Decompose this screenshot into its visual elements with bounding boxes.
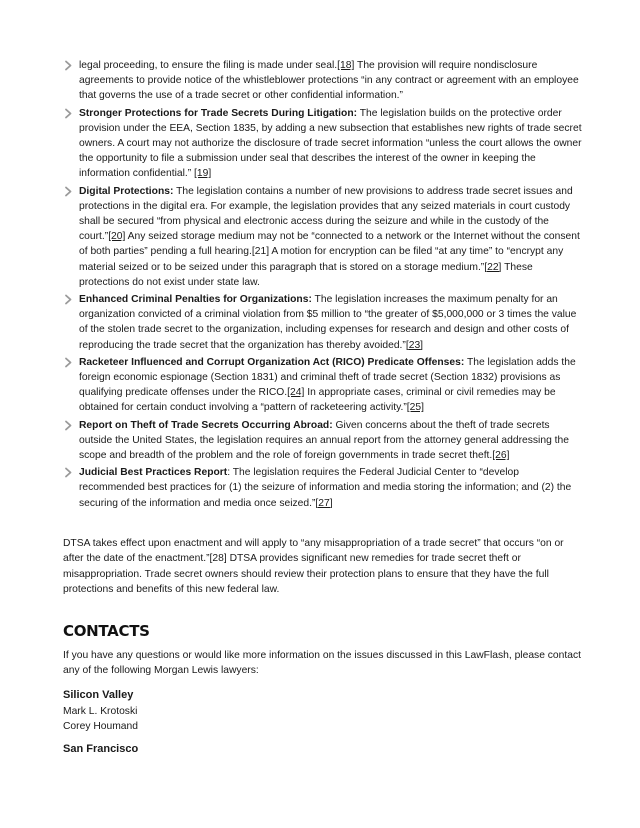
footnote-link[interactable]: [19] [194,168,212,180]
chevron-right-icon [63,357,74,368]
chevron-right-icon [63,60,74,71]
provision-text: The provision will require nondisclosure agreements to provide notice of the whistleblower protections “in any contract or agreement with an employee that governs the use of a trade secret or other confidential information.” [79,60,579,102]
closing-paragraph: DTSA takes effect upon enactment and will apply to “any misappropriation of a trade secret” that occurs “on or after the date of the enactment.”[28] DTSA provides significant new remedies for trade secret theft or misappropriation. Trade secret owners should review their protection plans to ensure that they have the full protections and benefits of this new federal law. [63,538,564,596]
chevron-right-icon [63,294,74,305]
provision-text: Given concerns about the theft of trade secrets outside the United States, the legislation requires an annual report from the attorney general addressing the scope and breadth of the problem and the role of foreign governments in trade secret theft. [79,419,569,462]
footnote-link[interactable]: [18] [337,60,355,71]
footnote-link[interactable]: [24] [287,387,305,399]
provision-heading: Report on Theft of Trade Secrets Occurring Abroad: [79,419,333,431]
provision-item [63,184,583,290]
provision-text: : The legislation requires the Federal Judicial Center to “develop recommended best practices for (1) the seizure of information and media storing the information; and (2) the securing of the information and media once seized.” [79,467,572,509]
contacts-intro: If you have any questions or would like more information on the issues discussed in this LawFlash, please contact any of the following Morgan Lewis lawyers: [63,650,581,677]
footnote-link[interactable]: [26] [492,450,510,462]
contact-name[interactable]: Mark L. Krotoski [63,706,138,717]
provision-text: The legislation increases the maximum penalty for an organization convicted of a criminal violation from $5 million to “the greater of $5,000,000 or 3 times the value of the stolen trade secret to the organization, including expenses for research and design and other costs of reproducing the trade secret that the organization has thereby avoided.” [79,294,577,351]
provision-text: The legislation builds on the protective order provision under the EEA, Section 1835, by adding a new subsection that establishes new rights of trade secret owners. A court may not authorize the disclosure of trade secret information “unless the court allows the owner the opportunity to file a submission under seal that describes the interest of the owner in keeping the information confidential.” [79,107,582,180]
provision-list [63,58,583,513]
provision-heading: Judicial Best Practices Report [79,467,228,479]
footnote-link[interactable]: [27] [315,497,333,509]
provision-heading: Stronger Protections for Trade Secrets During Litigation: [79,107,358,119]
provision-text: Any seized storage medium may not be “connected to a network or the Internet without the consent of both parties” pending a full hearing.[21] A motion for encryption can be filed “at any time” to “encrypt any material seized or to be seized under this paragraph that is stored on a storage medium.” [79,231,580,273]
footnote-link[interactable]: [25] [406,402,424,414]
provision-item [63,58,583,104]
provision-text: The legislation contains a number of new provisions to address trade secret issues and protections in the digital era. For example, the legislation provides that any seized materials in court custody shall be secured “from physical and electronic access during the seizure and while in the custody of the court.” [79,185,573,243]
footnote-link[interactable]: [20] [108,231,126,243]
provision-item [63,106,583,182]
office-heading-san-francisco: San Francisco [63,743,139,755]
provision-item [63,465,583,511]
chevron-right-icon [63,420,74,431]
chevron-right-icon [63,467,74,478]
provision-item [63,418,583,464]
contacts-heading: CONTACTS [63,622,150,640]
provision-item [63,292,583,353]
footnote-link[interactable]: [22] [484,261,502,273]
office-heading-silicon-valley: Silicon Valley [63,689,134,701]
provision-item [63,355,583,416]
contact-name[interactable]: Corey Houmand [63,721,138,732]
chevron-right-icon [63,108,74,119]
provision-text: legal proceeding, to ensure the filing is made under seal. [79,60,338,71]
chevron-right-icon [63,186,74,197]
provision-text: In appropriate cases, criminal or civil remedies may be obtained for certain conduct involving a “pattern of racketeering activity.” [79,387,556,414]
provision-text: The legislation adds the foreign economic espionage (Section 1831) and criminal theft of trade secret (Section 1832) provisions as qualifying predicate offenses under the RICO. [79,356,576,399]
provision-text: These protections do not exist under state law. [79,261,533,288]
provision-heading: Enhanced Criminal Penalties for Organizations: [79,294,312,306]
provision-heading: Digital Protections: [79,185,174,197]
provision-heading: Racketeer Influenced and Corrupt Organization Act (RICO) Predicate Offenses: [79,356,465,368]
footnote-link[interactable]: [23] [405,339,424,351]
